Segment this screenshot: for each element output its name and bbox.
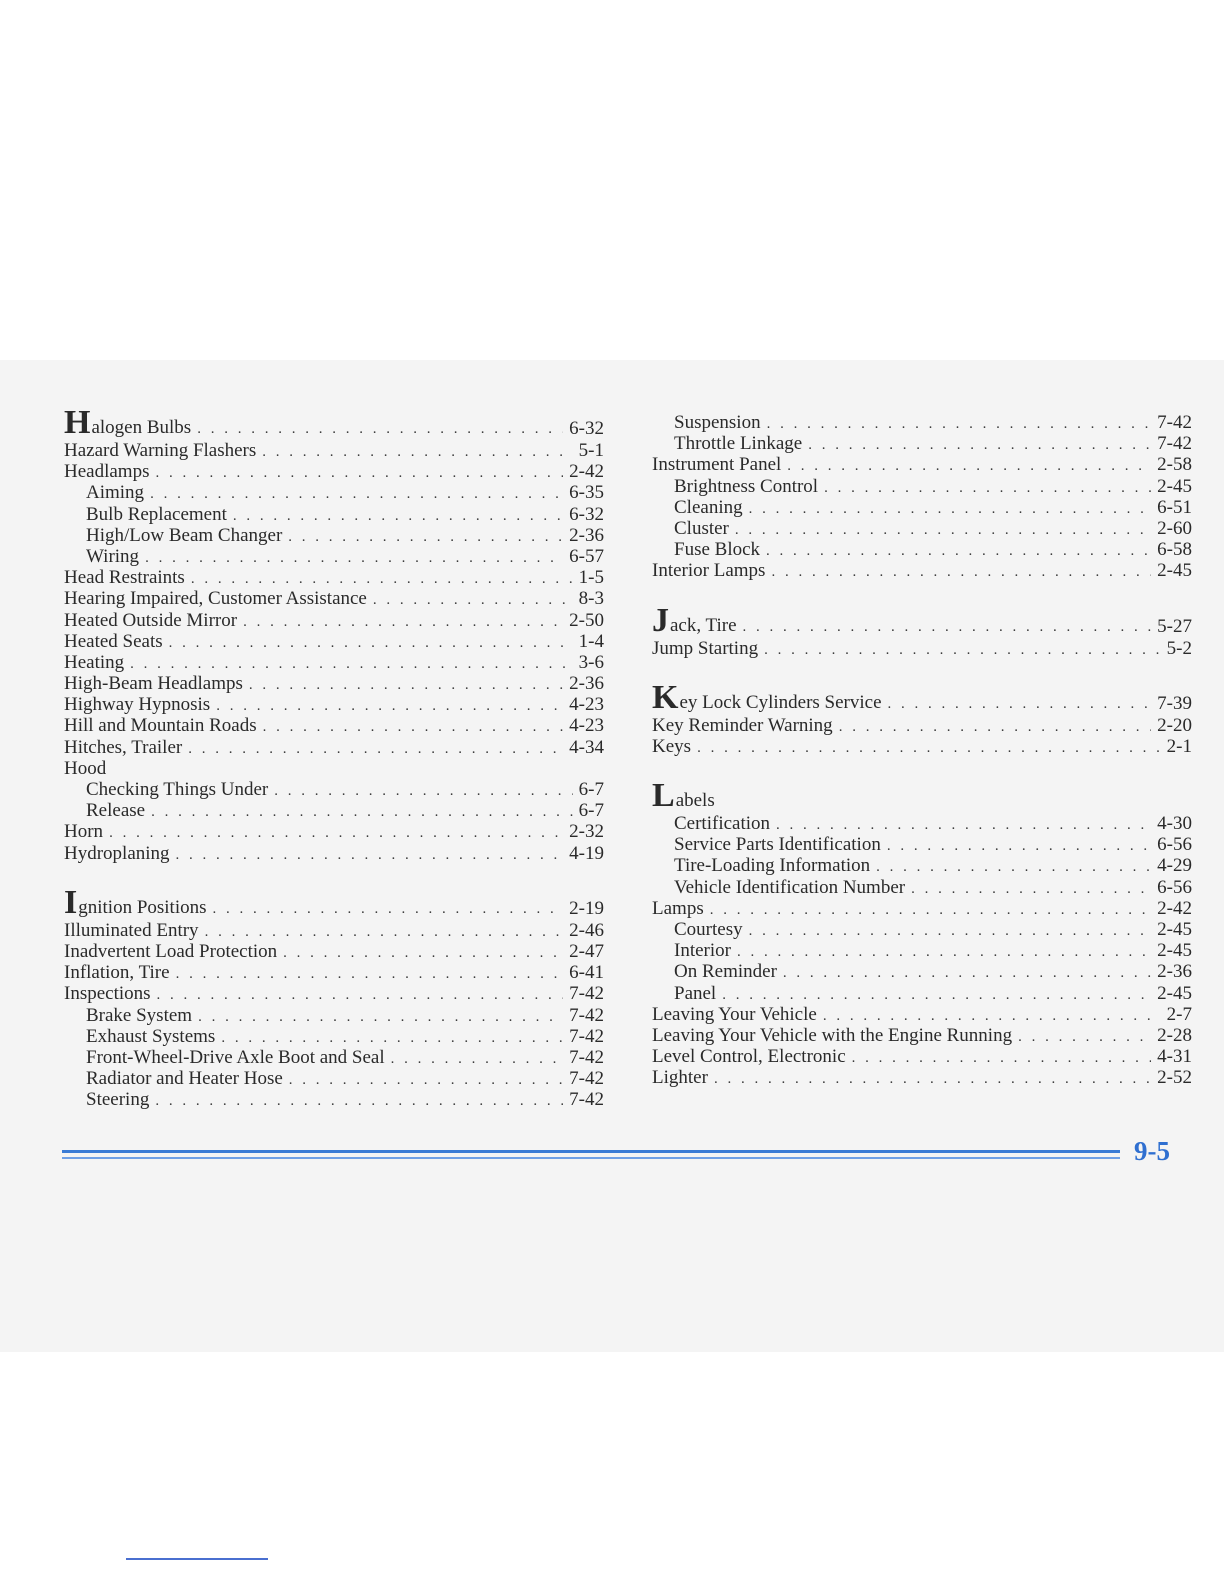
index-entry-text: Leaving Your Vehicle (652, 1003, 817, 1025)
section-initial-letter: L (652, 777, 675, 815)
index-entry (652, 678, 1192, 716)
index-page-ref: 6-7 (578, 800, 604, 822)
index-entry-label (64, 673, 243, 694)
index-entry (64, 673, 604, 694)
index-entry-label (86, 1068, 283, 1089)
index-entry-text: Level Control, Electronic (652, 1046, 846, 1068)
index-subentry (64, 525, 604, 546)
index-page-ref: 4-29 (1157, 855, 1192, 877)
dot-leader (373, 590, 573, 611)
dot-leader (274, 781, 572, 802)
index-entry (652, 898, 1192, 919)
index-entry-label (86, 546, 139, 567)
index-subentry (652, 497, 1192, 518)
index-page-ref: 2-46 (569, 919, 604, 941)
index-entry-label (652, 638, 758, 659)
dot-leader (776, 815, 1151, 836)
index-entry-label (674, 983, 716, 1004)
index-page-ref: 4-23 (569, 715, 604, 737)
index-entry-label (674, 834, 881, 855)
dot-leader (714, 1069, 1151, 1090)
index-entry-label (674, 412, 761, 433)
index-page-ref: 2-47 (569, 940, 604, 962)
index-entry-label (652, 678, 882, 716)
section-initial-letter: I (64, 883, 78, 921)
index-entry-label (64, 567, 185, 588)
dot-leader (205, 922, 564, 943)
index-entry-text: Courtesy (674, 919, 743, 940)
index-entry-label (64, 962, 170, 983)
index-entry (652, 560, 1192, 581)
index-page-ref: 6-51 (1157, 496, 1192, 518)
index-entry-text: Wiring (86, 545, 140, 567)
index-subentry (652, 412, 1192, 433)
index-entry-text: Cluster (674, 517, 729, 539)
index-entry (64, 758, 604, 779)
index-subentry (652, 834, 1192, 855)
dot-leader (876, 857, 1151, 878)
dot-leader (263, 717, 564, 738)
index-entry-text: Brightness Control (674, 475, 819, 497)
index-entry-text: Illuminated Entry (64, 919, 199, 941)
index-entry-label (86, 482, 144, 503)
dot-leader (233, 506, 563, 527)
index-page-ref: 8-3 (578, 588, 604, 610)
dot-leader (787, 456, 1151, 477)
dot-leader (216, 696, 563, 717)
dot-leader (767, 414, 1152, 435)
index-entry-text: Heated Outside Mirror (64, 609, 238, 631)
dot-leader (176, 845, 564, 866)
index-entry (652, 1067, 1192, 1088)
index-entry-label (64, 941, 277, 962)
index-entry (64, 461, 604, 482)
index-subentry (652, 940, 1192, 961)
dot-leader (283, 943, 563, 964)
index-page-ref: 6-32 (569, 418, 604, 439)
index-page-ref: 6-32 (569, 503, 604, 525)
index-entry-text: Vehicle Identification Number (674, 876, 906, 898)
index-entry (64, 404, 604, 441)
index-page-ref: 3-6 (578, 651, 604, 673)
index-entry (64, 440, 604, 461)
index-page-ref: 7-42 (569, 1089, 604, 1111)
index-entry-label (674, 855, 870, 876)
dot-leader (1018, 1027, 1151, 1048)
index-page-ref: 6-56 (1157, 834, 1192, 856)
index-entry (64, 983, 604, 1004)
index-column-right (652, 412, 1192, 1089)
index-entry (652, 638, 1192, 659)
index-entry-label (674, 940, 731, 961)
index-entry-label (652, 454, 781, 475)
index-entry-text: Front-Wheel-Drive Axle Boot and Seal (86, 1046, 385, 1068)
index-page-ref: 2-52 (1157, 1067, 1192, 1089)
index-entry-text: Certification (674, 813, 771, 835)
index-entry-label (674, 497, 743, 518)
index-subentry (652, 983, 1192, 1004)
dot-leader (169, 633, 573, 654)
dot-leader (191, 569, 573, 590)
dot-leader (155, 463, 563, 484)
index-entry-text: Radiator and Heater Hose (86, 1068, 283, 1090)
dot-leader (764, 640, 1161, 661)
bottom-underline-mark (126, 1558, 268, 1560)
index-page-ref: 2-1 (1166, 735, 1192, 757)
index-entry (652, 454, 1192, 475)
dot-leader (888, 693, 1152, 715)
dot-leader (198, 1007, 563, 1028)
index-entry (64, 715, 604, 736)
dot-leader (289, 1070, 563, 1091)
dot-leader (391, 1049, 564, 1070)
index-entry-label (652, 898, 704, 919)
dot-leader (697, 738, 1161, 759)
index-entry-label (64, 920, 199, 941)
dot-leader (839, 717, 1151, 738)
index-entry-label (674, 877, 905, 898)
footer-rule-bottom-line (62, 1157, 1120, 1159)
dot-leader (808, 435, 1151, 456)
index-subentry (64, 504, 604, 525)
index-page-ref: 2-42 (1157, 897, 1192, 919)
index-subentry (652, 855, 1192, 876)
index-entry-label (652, 1067, 708, 1088)
dot-leader (823, 1006, 1161, 1027)
index-entry-text: Heated Seats (64, 630, 163, 652)
index-entry (64, 737, 604, 758)
index-subentry (64, 482, 604, 503)
index-entry-text: Inadvertent Load Protection (64, 940, 278, 962)
dot-leader (749, 499, 1152, 520)
index-entry-text: Instrument Panel (652, 454, 782, 476)
index-entry-label (64, 715, 257, 736)
index-entry (64, 821, 604, 842)
index-entry (652, 1046, 1192, 1067)
index-entry-label (64, 461, 149, 482)
index-entry (64, 962, 604, 983)
index-entry-text: Fuse Block (674, 539, 761, 561)
index-page-ref: 7-42 (569, 1068, 604, 1090)
index-entry-label (652, 560, 765, 581)
dot-leader (157, 985, 564, 1006)
dot-leader (783, 963, 1151, 984)
index-page-ref: 6-7 (578, 779, 604, 800)
section-initial-letter: H (64, 404, 91, 441)
index-subentry (652, 518, 1192, 539)
index-page-ref: 2-19 (569, 897, 604, 919)
index-entry (64, 843, 604, 864)
index-entry-label (652, 1046, 846, 1067)
index-subentry (64, 1047, 604, 1068)
index-column-left (64, 404, 604, 1111)
index-entry-text: Steering (86, 1089, 150, 1111)
section-initial-letter: K (652, 678, 679, 716)
index-entry-text: Hearing Impaired, Customer Assistance (64, 588, 367, 610)
index-entry-text: Heating (64, 651, 125, 673)
index-subentry (652, 813, 1192, 834)
index-page-ref: 2-45 (1157, 475, 1192, 497)
index-entry-label (652, 715, 833, 736)
index-entry-label (86, 1047, 385, 1068)
index-entry (652, 777, 1192, 815)
index-page-ref: 7-42 (569, 983, 604, 1005)
dot-leader (243, 612, 563, 633)
index-page-ref: 2-7 (1166, 1003, 1192, 1025)
index-page-ref: 2-42 (569, 461, 604, 483)
index-entry-text: ack, Tire (670, 614, 737, 636)
index-entry-label (674, 518, 729, 539)
index-entry-text: Throttle Linkage (674, 433, 803, 455)
index-entry-label (64, 652, 124, 673)
index-entry-label (64, 843, 170, 864)
index-page-ref: 7-39 (1157, 692, 1192, 714)
dot-leader (249, 675, 563, 696)
index-page-ref: 7-42 (1157, 433, 1192, 455)
index-entry-text: Hydroplaning (64, 842, 170, 864)
index-page-ref: 1-5 (578, 567, 604, 589)
page-number: 9-5 (1134, 1136, 1170, 1166)
index-page-ref: 7-42 (569, 1025, 604, 1047)
index-entry-text: Tire-Loading Information (674, 855, 871, 877)
index-entry (652, 1025, 1192, 1046)
index-page-ref: 2-50 (569, 609, 604, 631)
index-page-ref: 2-60 (1157, 517, 1192, 539)
dot-leader (145, 548, 563, 569)
index-page-ref: 6-35 (569, 482, 604, 504)
index-page-ref: 7-42 (1157, 412, 1192, 433)
footer-rule (62, 1150, 1120, 1162)
dot-leader (213, 898, 564, 920)
index-entry-text: Aiming (86, 482, 145, 504)
dot-leader (771, 562, 1151, 583)
index-page-ref: 2-45 (1157, 982, 1192, 1004)
index-entry-text: High/Low Beam Changer (86, 524, 283, 546)
index-page-ref: 4-34 (569, 736, 604, 758)
index-page-ref: 4-31 (1157, 1046, 1192, 1068)
index-entry-text: Interior Lamps (652, 560, 766, 582)
footer-rule-top-line (62, 1150, 1120, 1153)
index-entry-label (64, 694, 210, 715)
index-entry-text: Hill and Mountain Roads (64, 715, 257, 737)
index-entry-text: Highway Hypnosis (64, 694, 211, 716)
index-entry-label (86, 779, 268, 800)
index-subentry (64, 1089, 604, 1110)
index-page-ref: 5-2 (1166, 637, 1192, 659)
index-entry-text: Release (86, 800, 146, 822)
index-entry-text: Hitches, Trailer (64, 736, 183, 758)
index-entry (64, 694, 604, 715)
index-page-ref: 5-1 (578, 440, 604, 461)
index-entry-label (86, 1089, 149, 1110)
index-entry-label (652, 1025, 1012, 1046)
index-subentry (64, 800, 604, 821)
dot-leader (176, 964, 564, 985)
index-page-ref: 2-45 (1157, 919, 1192, 940)
dot-leader (743, 616, 1152, 638)
index-subentry (652, 877, 1192, 898)
index-page-ref: 2-45 (1157, 560, 1192, 582)
index-entry-label (86, 1005, 192, 1026)
index-subentry (652, 476, 1192, 497)
index-page-ref: 7-42 (569, 1046, 604, 1068)
index-page-ref: 2-58 (1157, 454, 1192, 476)
index-entry-label (674, 813, 770, 834)
index-subentry (652, 961, 1192, 982)
dot-leader (262, 442, 572, 463)
index-entry (64, 941, 604, 962)
index-entry-label (64, 631, 163, 652)
dot-leader (151, 802, 573, 823)
index-entry (64, 883, 604, 921)
index-entry-text: Jump Starting (652, 637, 759, 659)
index-page-ref: 7-42 (569, 1004, 604, 1026)
dot-leader (188, 739, 563, 760)
index-page-ref: 6-56 (1157, 876, 1192, 898)
index-entry-label (64, 883, 207, 921)
index-entry-label (652, 601, 737, 639)
index-entry-text: Suspension (674, 412, 761, 433)
index-entry (64, 610, 604, 631)
index-entry-text: Key Reminder Warning (652, 714, 833, 736)
section-initial-letter: J (652, 601, 669, 639)
index-entry-label (86, 800, 145, 821)
index-entry (64, 652, 604, 673)
index-entry-label (64, 588, 367, 609)
index-entry-text: Inspections (64, 983, 151, 1005)
index-entry (64, 567, 604, 588)
dot-leader (722, 985, 1151, 1006)
index-entry-text: Interior (674, 940, 731, 962)
dot-leader (852, 1048, 1152, 1069)
dot-leader (749, 921, 1152, 942)
index-entry-text: Bulb Replacement (86, 503, 227, 525)
index-entry-text: Panel (674, 982, 717, 1004)
index-entry-text: On Reminder (674, 961, 777, 983)
index-entry-label (64, 983, 151, 1004)
dot-leader (737, 942, 1151, 963)
index-entry-text: Exhaust Systems (86, 1025, 216, 1047)
index-subentry (64, 1026, 604, 1047)
index-entry-text: Checking Things Under (86, 779, 269, 800)
index-page-ref: 6-57 (569, 545, 604, 567)
index-page-ref: 4-19 (569, 842, 604, 864)
index-entry-text: Brake System (86, 1004, 193, 1026)
dot-leader (197, 418, 563, 440)
index-entry-label (64, 737, 182, 758)
index-entry-text: Head Restraints (64, 567, 185, 589)
index-entry-label (86, 525, 282, 546)
index-entry-text: Keys (652, 735, 692, 757)
index-entry (64, 920, 604, 941)
index-entry-label (674, 433, 802, 454)
dot-leader (288, 527, 563, 548)
index-page-ref: 5-27 (1157, 615, 1192, 637)
dot-leader (150, 484, 563, 505)
index-subentry (64, 779, 604, 800)
index-entry-text: Leaving Your Vehicle with the Engine Running (652, 1024, 1013, 1046)
dot-leader (735, 520, 1151, 541)
index-entry-label (86, 504, 227, 525)
index-page-ref: 2-32 (569, 821, 604, 843)
index-entry-text: ey Lock Cylinders Service (679, 691, 882, 713)
index-entry-text: High-Beam Headlamps (64, 673, 243, 695)
index-entry-label (674, 961, 777, 982)
index-subentry (64, 1068, 604, 1089)
index-entry (64, 631, 604, 652)
index-page-ref: 2-36 (569, 524, 604, 546)
dot-leader (887, 836, 1151, 857)
index-entry-label (86, 1026, 215, 1047)
index-entry-text: Cleaning (674, 496, 743, 518)
dot-leader (710, 900, 1151, 921)
index-entry-text: Lighter (652, 1067, 708, 1089)
index-page-ref: 4-23 (569, 694, 604, 716)
index-entry-label (652, 779, 1192, 813)
index-page-ref: 2-36 (1157, 961, 1192, 983)
index-entry-text: Horn (64, 821, 104, 843)
index-entry (652, 715, 1192, 736)
index-entry (652, 736, 1192, 757)
dot-leader (824, 478, 1151, 499)
index-page-ref: 4-30 (1157, 813, 1192, 835)
index-page-ref: 2-45 (1157, 940, 1192, 962)
index-entry (652, 601, 1192, 639)
index-entry-label (64, 610, 237, 631)
index-entry-label (64, 440, 256, 461)
index-entry-text: abels (675, 790, 715, 812)
index-entry-text: Hazard Warning Flashers (64, 440, 257, 461)
index-entry-label (674, 539, 760, 560)
index-entry-label (652, 1004, 817, 1025)
index-page-ref: 2-28 (1157, 1024, 1192, 1046)
index-entry-label (652, 736, 691, 757)
dot-leader (155, 1091, 563, 1112)
index-entry-label (64, 758, 604, 779)
dot-leader (911, 879, 1151, 900)
index-entry-text: Headlamps (64, 461, 150, 483)
index-page-ref: 6-41 (569, 962, 604, 984)
dot-leader (221, 1028, 563, 1049)
index-subentry (652, 433, 1192, 454)
index-page-ref: 6-58 (1157, 539, 1192, 561)
index-page-ref: 2-20 (1157, 714, 1192, 736)
index-entry (652, 1004, 1192, 1025)
dot-leader (766, 541, 1151, 562)
index-entry (64, 588, 604, 609)
index-entry-text: Inflation, Tire (64, 962, 170, 984)
index-entry-label (64, 821, 103, 842)
index-page-ref: 1-4 (578, 630, 604, 652)
index-entry-label (64, 406, 191, 440)
index-entry-text: Hood (64, 757, 107, 779)
index-page-ref: 2-36 (569, 673, 604, 695)
index-entry-label (674, 476, 818, 497)
index-entry-text: Service Parts Identification (674, 834, 881, 856)
index-entry-text: alogen Bulbs (91, 417, 192, 438)
index-entry-label (674, 919, 743, 940)
index-subentry (652, 539, 1192, 560)
dot-leader (130, 654, 573, 675)
index-subentry (64, 546, 604, 567)
index-entry-text: gnition Positions (78, 896, 207, 918)
index-entry-text: Lamps (652, 897, 704, 919)
index-subentry (652, 919, 1192, 940)
index-subentry (64, 1005, 604, 1026)
dot-leader (109, 823, 563, 844)
